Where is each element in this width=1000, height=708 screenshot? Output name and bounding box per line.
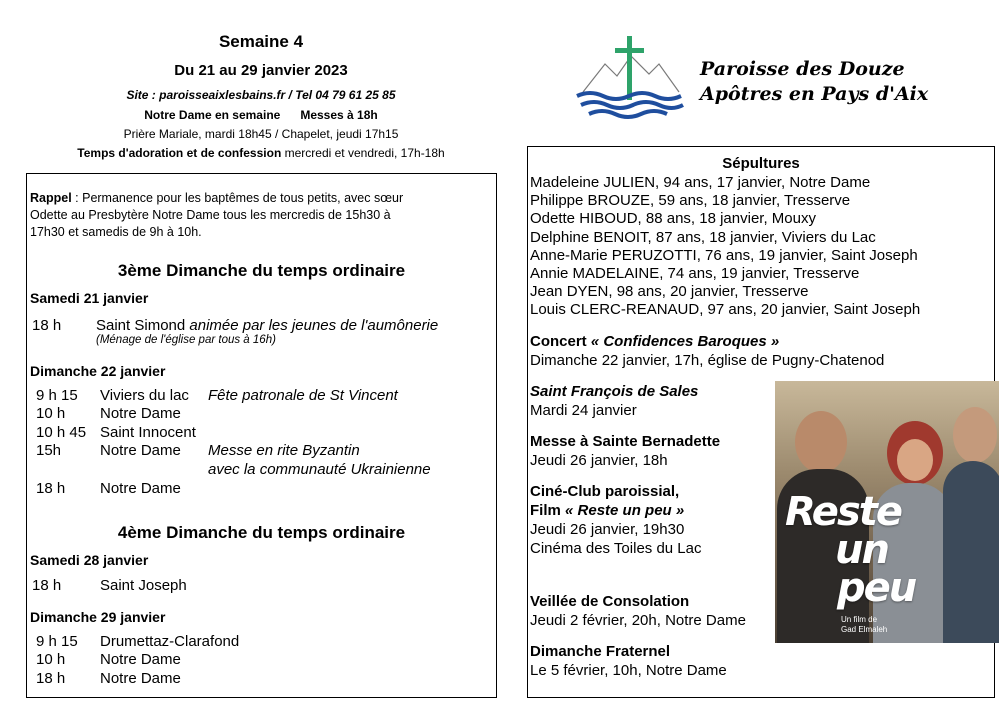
sepulture-item: Delphine BENOIT, 87 ans, 18 janvier, Viviers du Lac — [530, 228, 876, 246]
section-3-sat-sub: (Ménage de l'église par tous à 16h) — [96, 334, 276, 346]
prayer-line: Prière Mariale, mardi 18h45 / Chapelet, jeudi 17h15 — [123, 127, 399, 141]
cine-film-label: Film — [530, 502, 566, 519]
week-title: Semaine 4 — [218, 32, 304, 51]
cine-film — [530, 502, 684, 519]
s3-row-note: Messe en rite Byzantin — [208, 442, 360, 459]
fraternel-title: Dimanche Fraternel — [530, 643, 671, 660]
parish-name-line1: Paroisse des Douze — [700, 58, 905, 80]
parish-name-line2: Apôtres en Pays d'Aix — [700, 83, 929, 105]
rappel-line1 — [30, 191, 403, 205]
sepulture-item: Jean DYEN, 98 ans, 20 janvier, Tresserve — [530, 283, 809, 301]
parish-logo — [575, 34, 687, 120]
poster-title-1: Reste — [785, 489, 901, 535]
poster-title-2: un — [835, 527, 888, 573]
sepulture-item: Annie MADELAINE, 74 ans, 19 janvier, Tresserve — [530, 265, 860, 282]
poster-body-right — [943, 461, 999, 643]
adoration-label: Temps d'adoration et de confession — [77, 146, 282, 160]
veillee-title: Veillée de Consolation — [530, 593, 690, 610]
s3-row-time: 10 h — [36, 405, 66, 422]
s4-row-place: Notre Dame — [100, 670, 181, 687]
poster-person-right — [953, 407, 997, 463]
rappel-line2: Odette au Presbytère Notre Dame tous les mercredis de 15h30 à — [30, 208, 391, 222]
cine-title: Ciné-Club paroissial, — [530, 483, 680, 500]
bernadette-info: Jeudi 26 janvier, 18h — [530, 452, 668, 469]
sfs-info: Mardi 24 janvier — [530, 402, 637, 419]
sepulture-item: Odette HIBOUD, 88 ans, 18 janvier, Mouxy — [530, 210, 816, 228]
sfs-title: Saint François de Sales — [530, 383, 699, 400]
s3-row-place: Notre Dame — [100, 480, 181, 497]
concert-info: Dimanche 22 janvier, 17h, église de Pugny-Chatenod — [530, 352, 885, 369]
sepultures-title: Sépultures — [722, 155, 800, 172]
s3-row-time: 9 h 15 — [36, 387, 78, 404]
week-dates: Du 21 au 29 janvier 2023 — [174, 62, 348, 79]
veillee-info: Jeudi 2 février, 20h, Notre Dame — [530, 612, 746, 629]
cine-info1: Jeudi 26 janvier, 19h30 — [530, 521, 685, 538]
s3-row-place: Notre Dame — [100, 405, 181, 422]
sat-place: Saint Simond — [96, 317, 186, 334]
s3-row-time: 10 h 45 — [36, 424, 87, 441]
concert-label: Concert — [530, 333, 591, 350]
poster-person-left — [795, 411, 847, 473]
section-3-sunday: Dimanche 22 janvier — [30, 363, 166, 379]
contact-line: Site : paroisseaixlesbains.fr / Tel 04 79 61 25 85 — [126, 88, 396, 102]
sepulture-item: Anne-Marie PERUZOTTI, 76 ans, 19 janvier, Saint Joseph — [530, 246, 918, 264]
s4-row-time: 9 h 15 — [36, 633, 78, 650]
s3-row-note: avec la communauté Ukrainienne — [208, 461, 431, 478]
adoration-times: mercredi et vendredi, 17h-18h — [281, 146, 445, 160]
s4-row-time: 10 h — [36, 651, 66, 668]
weekday-masses: Notre Dame en semaine Messes à 18h — [144, 108, 378, 122]
cine-info2: Cinéma des Toiles du Lac — [530, 540, 702, 557]
sepulture-item: Louis CLERC-REANAUD, 97 ans, 20 janvier, Saint Joseph — [530, 301, 921, 319]
sat-note: animée par les jeunes de l'aumônerie — [185, 317, 439, 334]
movie-poster — [775, 381, 999, 643]
s4-row-place: Drumettaz-Clarafond — [100, 633, 240, 650]
section-3-saturday: Samedi 21 janvier — [30, 290, 149, 306]
section-3-title: 3ème Dimanche du temps ordinaire — [117, 261, 406, 280]
s3-row-note: Fête patronale de St Vincent — [208, 387, 398, 404]
section-4-sat-time: 18 h — [32, 577, 62, 594]
s4-row-time: 18 h — [36, 670, 66, 687]
s4-row-place: Notre Dame — [100, 651, 181, 668]
section-3-sat-time: 18 h — [32, 317, 62, 334]
cine-film-name: « Reste un peu » — [565, 502, 685, 519]
s3-row-place: Viviers du lac — [100, 387, 189, 404]
s3-row-place: Saint Innocent — [100, 424, 196, 441]
s3-row-place: Notre Dame — [100, 442, 181, 459]
rappel-label: Rappel — [30, 191, 72, 205]
concert-heading — [530, 333, 779, 350]
sepulture-item: Madeleine JULIEN, 94 ans, 17 janvier, Notre Dame — [530, 174, 871, 191]
bernadette-title: Messe à Sainte Bernadette — [530, 433, 721, 450]
concert-title: « Confidences Baroques » — [590, 333, 780, 350]
fraternel-info: Le 5 février, 10h, Notre Dame — [530, 662, 727, 679]
sepulture-item: Philippe BROUZE, 59 ans, 18 janvier, Tresserve — [530, 192, 851, 210]
section-4-title: 4ème Dimanche du temps ordinaire — [117, 523, 406, 542]
section-4-sat-place: Saint Joseph — [100, 577, 187, 594]
poster-credit-2: Gad Elmaleh — [841, 625, 888, 634]
adoration-line — [0, 146, 522, 160]
poster-face-middle — [897, 439, 933, 481]
section-3-sat-mass — [96, 317, 438, 334]
s3-row-time: 18 h — [36, 480, 66, 497]
s3-row-time: 15h — [36, 442, 62, 459]
section-4-saturday: Samedi 28 janvier — [30, 552, 149, 568]
section-4-sunday: Dimanche 29 janvier — [30, 609, 166, 625]
rappel-line3: 17h30 et samedis de 9h à 10h. — [30, 225, 202, 239]
rappel-text1: : Permanence pour les baptêmes de tous petits, avec sœur — [71, 191, 404, 205]
poster-title-3: peu — [837, 565, 916, 611]
poster-credit-1: Un film de — [841, 615, 878, 624]
